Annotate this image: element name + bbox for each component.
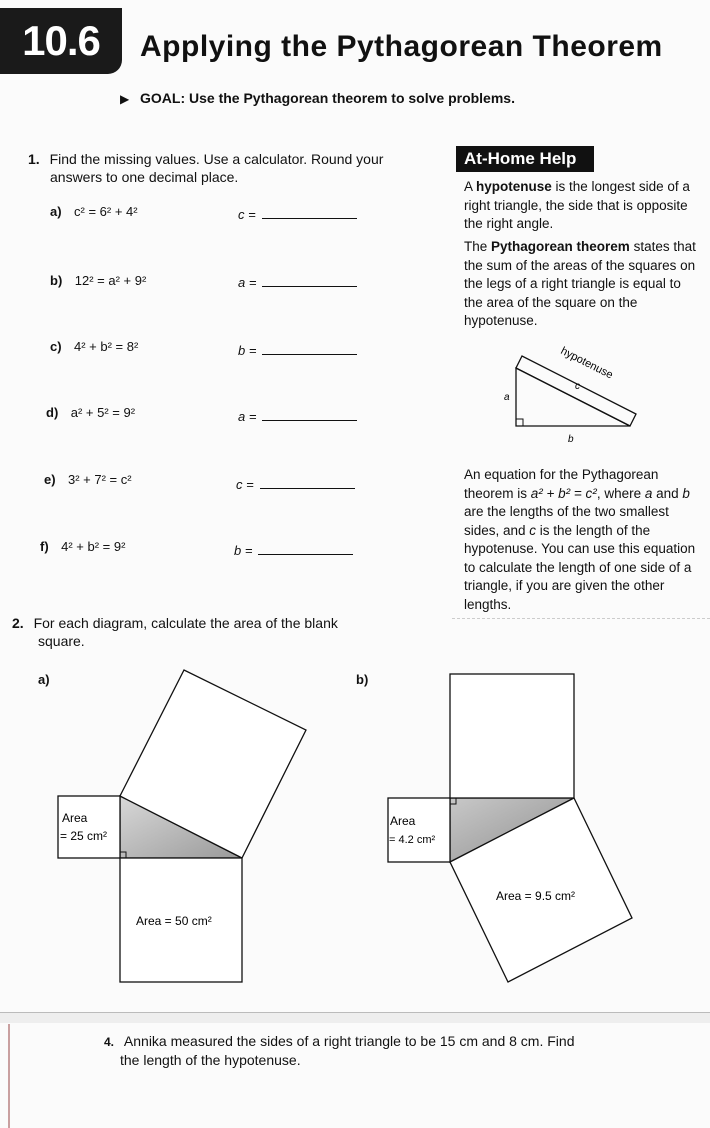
q2-diagram-a [50,668,320,992]
help-text: The [464,239,492,254]
part-equation: 3² + 7² = c² [68,472,132,487]
answer-variable: c = [236,477,254,492]
right-angle-marker [516,419,523,426]
q1-part-a [50,203,138,221]
q1-prompt-line2: answers to one decimal place. [50,169,239,185]
answer-blank[interactable] [262,206,357,219]
q4-number: 4. [104,1035,115,1049]
help-variable: c [529,522,537,538]
q1-number: 1. [28,151,40,167]
part-equation: c² = 6² + 4² [74,204,138,219]
answer-blank[interactable] [260,476,355,489]
help-text: are the lengths of the two smallest sides, and [464,504,669,538]
answer-variable: a = [238,409,257,424]
help-term: Pythagorean theorem [491,239,630,254]
q1-part-e [44,471,132,489]
side-a-label: a [504,392,510,403]
help-variable: a [644,485,653,501]
q1-prompt [28,150,458,186]
help-term: hypotenuse [476,179,552,194]
square-area-4-2 [388,798,450,862]
area-label: Area = 50 cm² [136,914,212,928]
part-label: f) [40,539,49,554]
goal-arrow-icon: ▶ [120,92,130,106]
page-title: Applying the Pythagorean Theorem [140,30,663,63]
q1-answer-a[interactable] [238,206,357,222]
answer-variable: b = [238,343,257,358]
area-label-line2: = 4.2 cm² [389,834,436,846]
blank-square [450,674,574,798]
help-text: is the length of the hypotenuse. You can use this equation to calculate the length of one side of a triangle, if you are given the other lengths. [464,522,696,612]
q1-answer-d[interactable] [238,408,357,424]
q4-line2: the length of the hypotenuse. [120,1052,301,1068]
q2-prompt-line1: For each diagram, calculate the area of the blank [33,615,338,631]
answer-variable: c = [238,207,256,222]
help-triangle-diagram [480,338,660,448]
q1-answer-c[interactable] [238,342,357,358]
q2-prompt-line2: square. [38,633,85,649]
area-label-line1: Area [62,811,88,825]
help-definition-hypotenuse [464,178,702,234]
q1-part-c [50,338,138,356]
area-label-line1: Area [390,814,416,828]
help-equation: a² + b² = c² [530,485,597,501]
side-c-label: c [575,381,580,392]
help-text: is the longest side of a right triangle, the side that is opposite the right angle. [464,179,690,231]
answer-blank[interactable] [262,408,357,421]
help-text: , where [596,485,645,501]
help-text: An equation for the Pythagorean theorem is [464,467,659,501]
answer-blank[interactable] [262,274,357,287]
side-b-label: b [568,434,574,445]
q1-part-b [50,272,146,290]
part-equation: 4² + b² = 9² [61,539,126,554]
part-label: d) [46,405,59,420]
part-label: c) [50,339,62,354]
help-definition-theorem [464,238,702,331]
q1-part-f [40,538,125,556]
q1-answer-f[interactable] [234,542,353,558]
help-variable: b [682,485,690,501]
part-equation: a² + 5² = 9² [70,405,136,420]
part-equation: 12² = a² + 9² [74,273,147,288]
q2-prompt [12,614,442,650]
part-label: e) [44,472,56,487]
answer-variable: b = [234,543,253,558]
q4-prompt [104,1032,694,1069]
section-number-badge: 10.6 [0,8,122,74]
q2-diagram-b [380,668,640,992]
q1-part-d [46,404,135,422]
area-label: Area = 9.5 cm² [496,889,576,903]
help-text: states that the sum of the areas of the squares on the legs of a right triangle is equal to the area of the square on the hypotenuse. [464,239,696,328]
help-text: A [464,179,477,194]
help-equation-paragraph [464,466,702,614]
q1-prompt-line1: Find the missing values. Use a calculator. Round your [49,151,384,167]
q1-answer-b[interactable] [238,274,357,290]
q2-part-a-label: a) [38,672,50,687]
help-heading: At-Home Help [456,146,594,172]
help-text: and [652,485,683,501]
q1-answer-e[interactable] [236,476,355,492]
part-label: a) [50,204,62,219]
margin-line [8,1024,10,1128]
answer-blank[interactable] [258,542,353,555]
q4-line1: Annika measured the sides of a right triangle to be 15 cm and 8 cm. Find [123,1033,575,1049]
part-equation: 4² + b² = 8² [74,339,139,354]
q2-part-b-label: b) [356,672,369,687]
hypotenuse-label: hypotenuse [558,344,615,382]
goal-line [140,90,515,106]
area-label-line2: = 25 cm² [60,829,108,843]
square-area-25 [58,796,120,858]
goal-label: GOAL: [140,90,186,106]
page-separator [0,1012,710,1023]
help-divider [452,618,710,620]
q2-number: 2. [12,615,24,631]
answer-variable: a = [238,275,257,290]
answer-blank[interactable] [262,342,357,355]
part-label: b) [50,273,63,288]
goal-text: Use the Pythagorean theorem to solve problems. [189,90,515,106]
